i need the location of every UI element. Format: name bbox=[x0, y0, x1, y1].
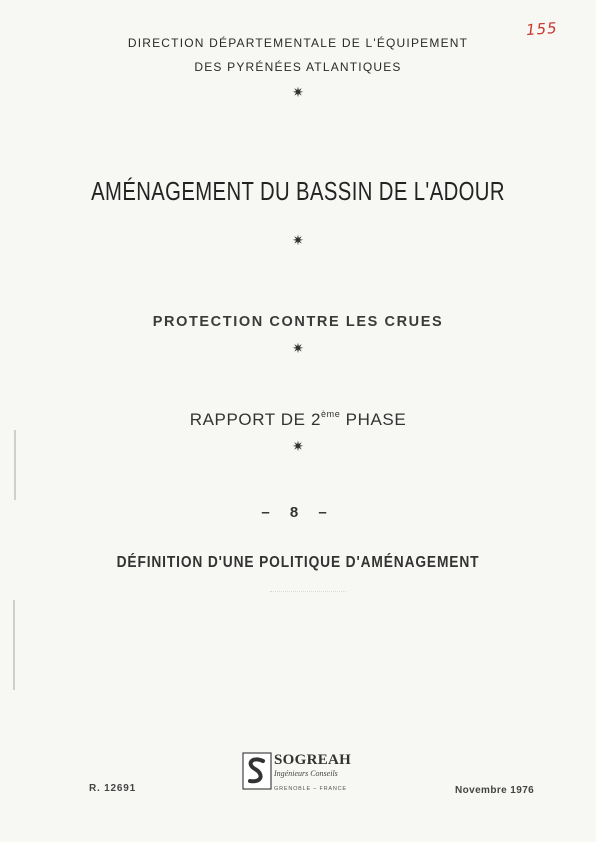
company-city: GRENOBLE – FRANCE bbox=[274, 786, 347, 792]
company-tagline: Ingénieurs Conseils bbox=[274, 769, 338, 778]
report-phase bbox=[0, 409, 596, 430]
separator-star-icon: ✷ bbox=[292, 438, 304, 454]
scan-artifact bbox=[13, 600, 15, 690]
header-line-2: DES PYRÉNÉES ATLANTIQUES bbox=[194, 60, 402, 74]
faint-divider bbox=[270, 591, 346, 592]
separator-star-icon: ✷ bbox=[292, 84, 304, 100]
handwritten-page-number: 155 bbox=[525, 18, 559, 40]
report-reference: R. 12691 bbox=[89, 783, 136, 794]
volume-title: DÉFINITION D'UNE POLITIQUE D'AMÉNAGEMENT bbox=[116, 554, 480, 571]
document-title: AMÉNAGEMENT DU BASSIN DE L'ADOUR bbox=[91, 176, 505, 206]
volume-number: – 8 – bbox=[261, 504, 335, 521]
separator-star-icon: ✷ bbox=[292, 232, 304, 248]
company-name: SOGREAH bbox=[274, 752, 352, 768]
separator-star-icon: ✷ bbox=[292, 340, 304, 356]
company-logo-icon bbox=[242, 752, 272, 790]
report-prefix: RAPPORT DE 2 bbox=[189, 410, 321, 429]
header-line-1: DIRECTION DÉPARTEMENTALE DE L'ÉQUIPEMENT bbox=[127, 36, 469, 50]
report-date: Novembre 1976 bbox=[455, 785, 535, 796]
scan-artifact bbox=[14, 430, 16, 500]
document-subtitle: PROTECTION CONTRE LES CRUES bbox=[152, 314, 444, 330]
report-superscript: ème bbox=[321, 409, 341, 419]
report-suffix: PHASE bbox=[340, 410, 407, 429]
